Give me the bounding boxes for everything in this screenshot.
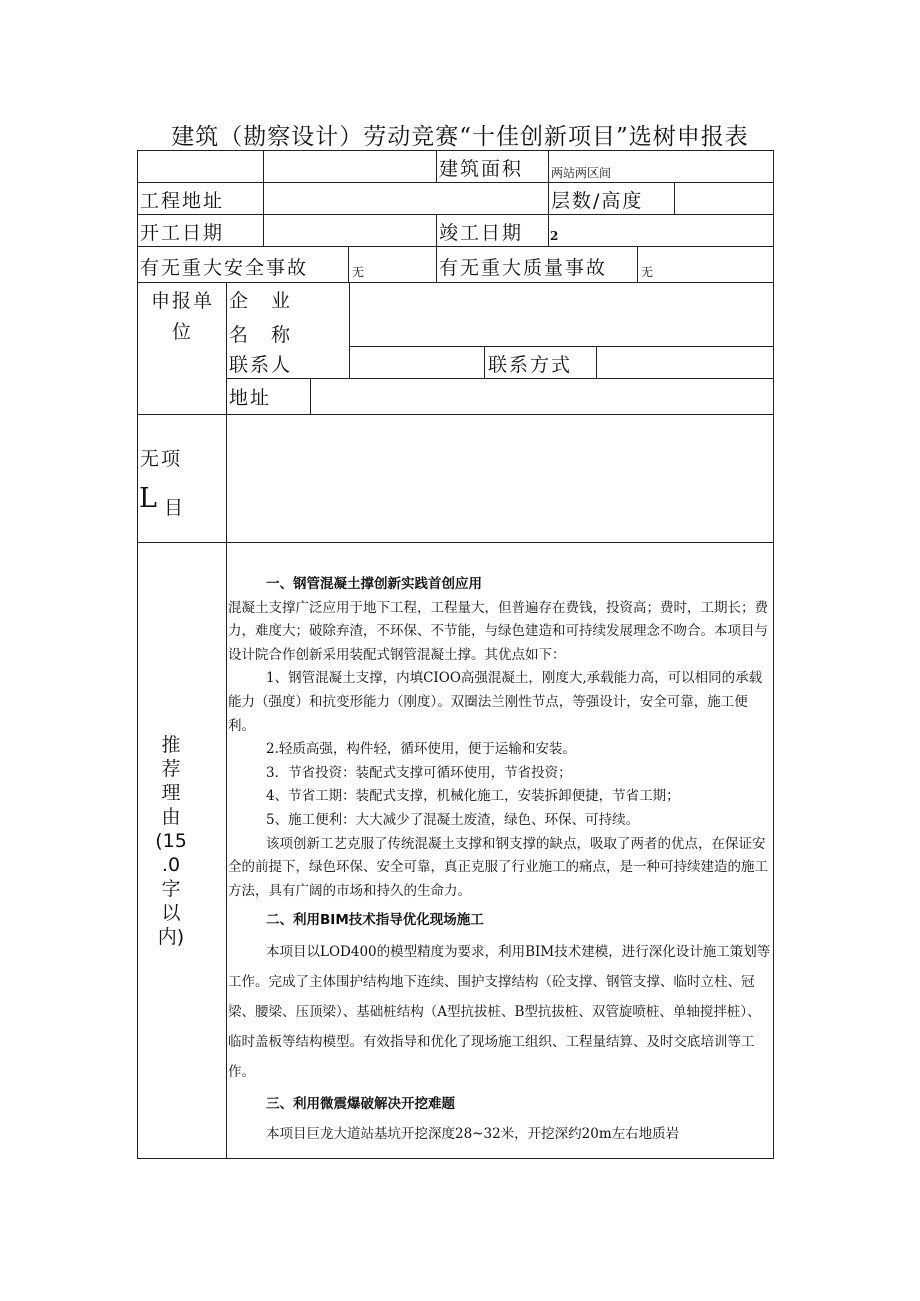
reason-paragraph: 本项目巨龙大道站基坑开挖深度28~32米，开挖深约20m左右地质岩 [266,1125,680,1142]
section-heading-2: 二、利用BIM技术指导优化现场施工 [266,912,484,929]
table-border-right [773,150,774,1159]
row-divider [350,346,774,347]
applicant-label-line2: 位 [172,321,194,343]
reason-label-char: 荐 [161,758,181,780]
col-divider [436,214,437,246]
reason-label-char: (15 [155,830,187,852]
reason-paragraph: 4、节省工期：装配式支撑，机械化施工，安装拆卸便捷，节省工期； [266,788,680,805]
building-area-label: 建筑面积 [439,158,524,180]
reason-paragraph: 1、钢管混凝土支撑，内填CIOO高强混凝土，刚度大,承载能力高，可以相同的承载能力（强度）和抗变形能力（刚度）。双圈法兰刚性节点，等强设计，安全可靠，施工便利。 [228,670,763,734]
safety-accident-value: 无 [352,265,365,279]
projects-label-line2: 目 [164,497,186,519]
reason-content [228,573,773,1146]
completion-date-label: 竣工日期 [439,222,524,244]
row-divider [137,414,774,415]
col-divider [263,150,264,246]
reason-label-char: 由 [161,806,181,828]
row-divider [137,542,774,543]
reason-paragraph: 2.轻质高强，构件轻，循环使用，便于运输和安装。 [266,741,576,758]
col-divider [548,150,549,246]
reason-paragraph: 混凝土支撑广泛应用于地下工程，工程量大，但普遍存在费钱，投资高；费时，工期长；费力，难度大；破除弃渣，不环保、不节能，与绿色建造和可持续发展理念不吻合。本项目与设计院合作创新采用装配式钢管混凝土撑。其优点如下： [228,599,768,663]
building-area-value: 两站两区间 [551,166,612,180]
table-border-top [137,150,774,151]
col-divider [349,282,350,378]
col-divider [484,346,485,378]
table-border-left [137,150,138,1159]
form-title: 建筑（勘察设计）劳动竞赛“十佳创新项目”选树申报表 [171,124,749,150]
row-divider [137,246,774,247]
reason-label [154,733,188,949]
contact-method-label: 联系方式 [488,354,573,376]
projects-label-glyph: L [139,483,157,514]
row-divider [137,182,774,183]
col-divider [637,246,638,282]
reason-label-char: 理 [161,782,181,804]
col-divider [348,246,349,282]
reason-paragraph: 5、施工便利：大大减少了混凝土废渣，绿色、环保、可持续。 [266,811,640,828]
row-divider [226,378,774,379]
safety-accident-label: 有无重大安全事故 [140,257,309,279]
applicant-label-line1: 申报单 [151,290,215,312]
reason-label-char: 字 [161,878,181,900]
reason-paragraph: 该项创新工艺克服了传统混凝土支撑和钢支撑的缺点，吸取了两者的优点，在保证安全的前提下，绿色环保、安全可靠，真正克服了行业施工的痛点，是一种可持续建造的施工方法，具有广阔的市场和持久的生命力。 [228,835,768,899]
col-divider [226,282,227,1159]
contact-person-label: 联系人 [229,354,293,376]
reason-label-char: 内) [157,926,185,948]
col-divider [596,346,597,378]
project-address-label: 工程地址 [140,190,225,212]
col-divider [436,246,437,282]
reason-paragraph: 本项目以LOD400的模型精度为要求，利用BIM技术建模，进行深化设计施工策划等工作。完成了主体围护结构地下连续、围护支撑结构（砼支撑、钢管支撑、临时立柱、冠梁、腰梁、压顶梁）、基础桩结构（A型抗拔桩、B型抗拔桩、双管旋喷桩、单轴搅拌桩）、临时盖板等结构模型。有效指导和优化了现场施工组织、工程量结算、及时交底培训等工作。 [228,943,771,1080]
applicant-address-label: 地址 [229,387,272,409]
reason-label-char: 以 [161,902,181,924]
col-divider [436,150,437,182]
reason-label-char: .0 [161,854,181,876]
row-divider [137,214,774,215]
floors-height-label: 层数/高度 [551,190,644,212]
row-divider [137,282,774,283]
quality-accident-label: 有无重大质量事故 [439,257,608,279]
projects-label-line1: 无项 [140,448,183,470]
col-divider [310,378,311,414]
section-heading-3: 三、利用微震爆破解决开挖难题 [266,1095,455,1112]
table-border-bottom [137,1158,774,1159]
reason-label-char: 推 [161,734,181,756]
completion-date-value: 2 [550,229,559,243]
start-date-label: 开工日期 [140,222,225,244]
quality-accident-value: 无 [641,265,654,279]
reason-paragraph: 3．节省投资：装配式支撑可循环使用，节省投资； [266,764,572,781]
company-name-label-line1: 企 业 [229,290,293,312]
company-name-label-line2: 名 称 [229,324,293,346]
section-heading-1: 一、钢管混凝土撑创新实践首创应用 [266,576,482,592]
col-divider [674,182,675,214]
